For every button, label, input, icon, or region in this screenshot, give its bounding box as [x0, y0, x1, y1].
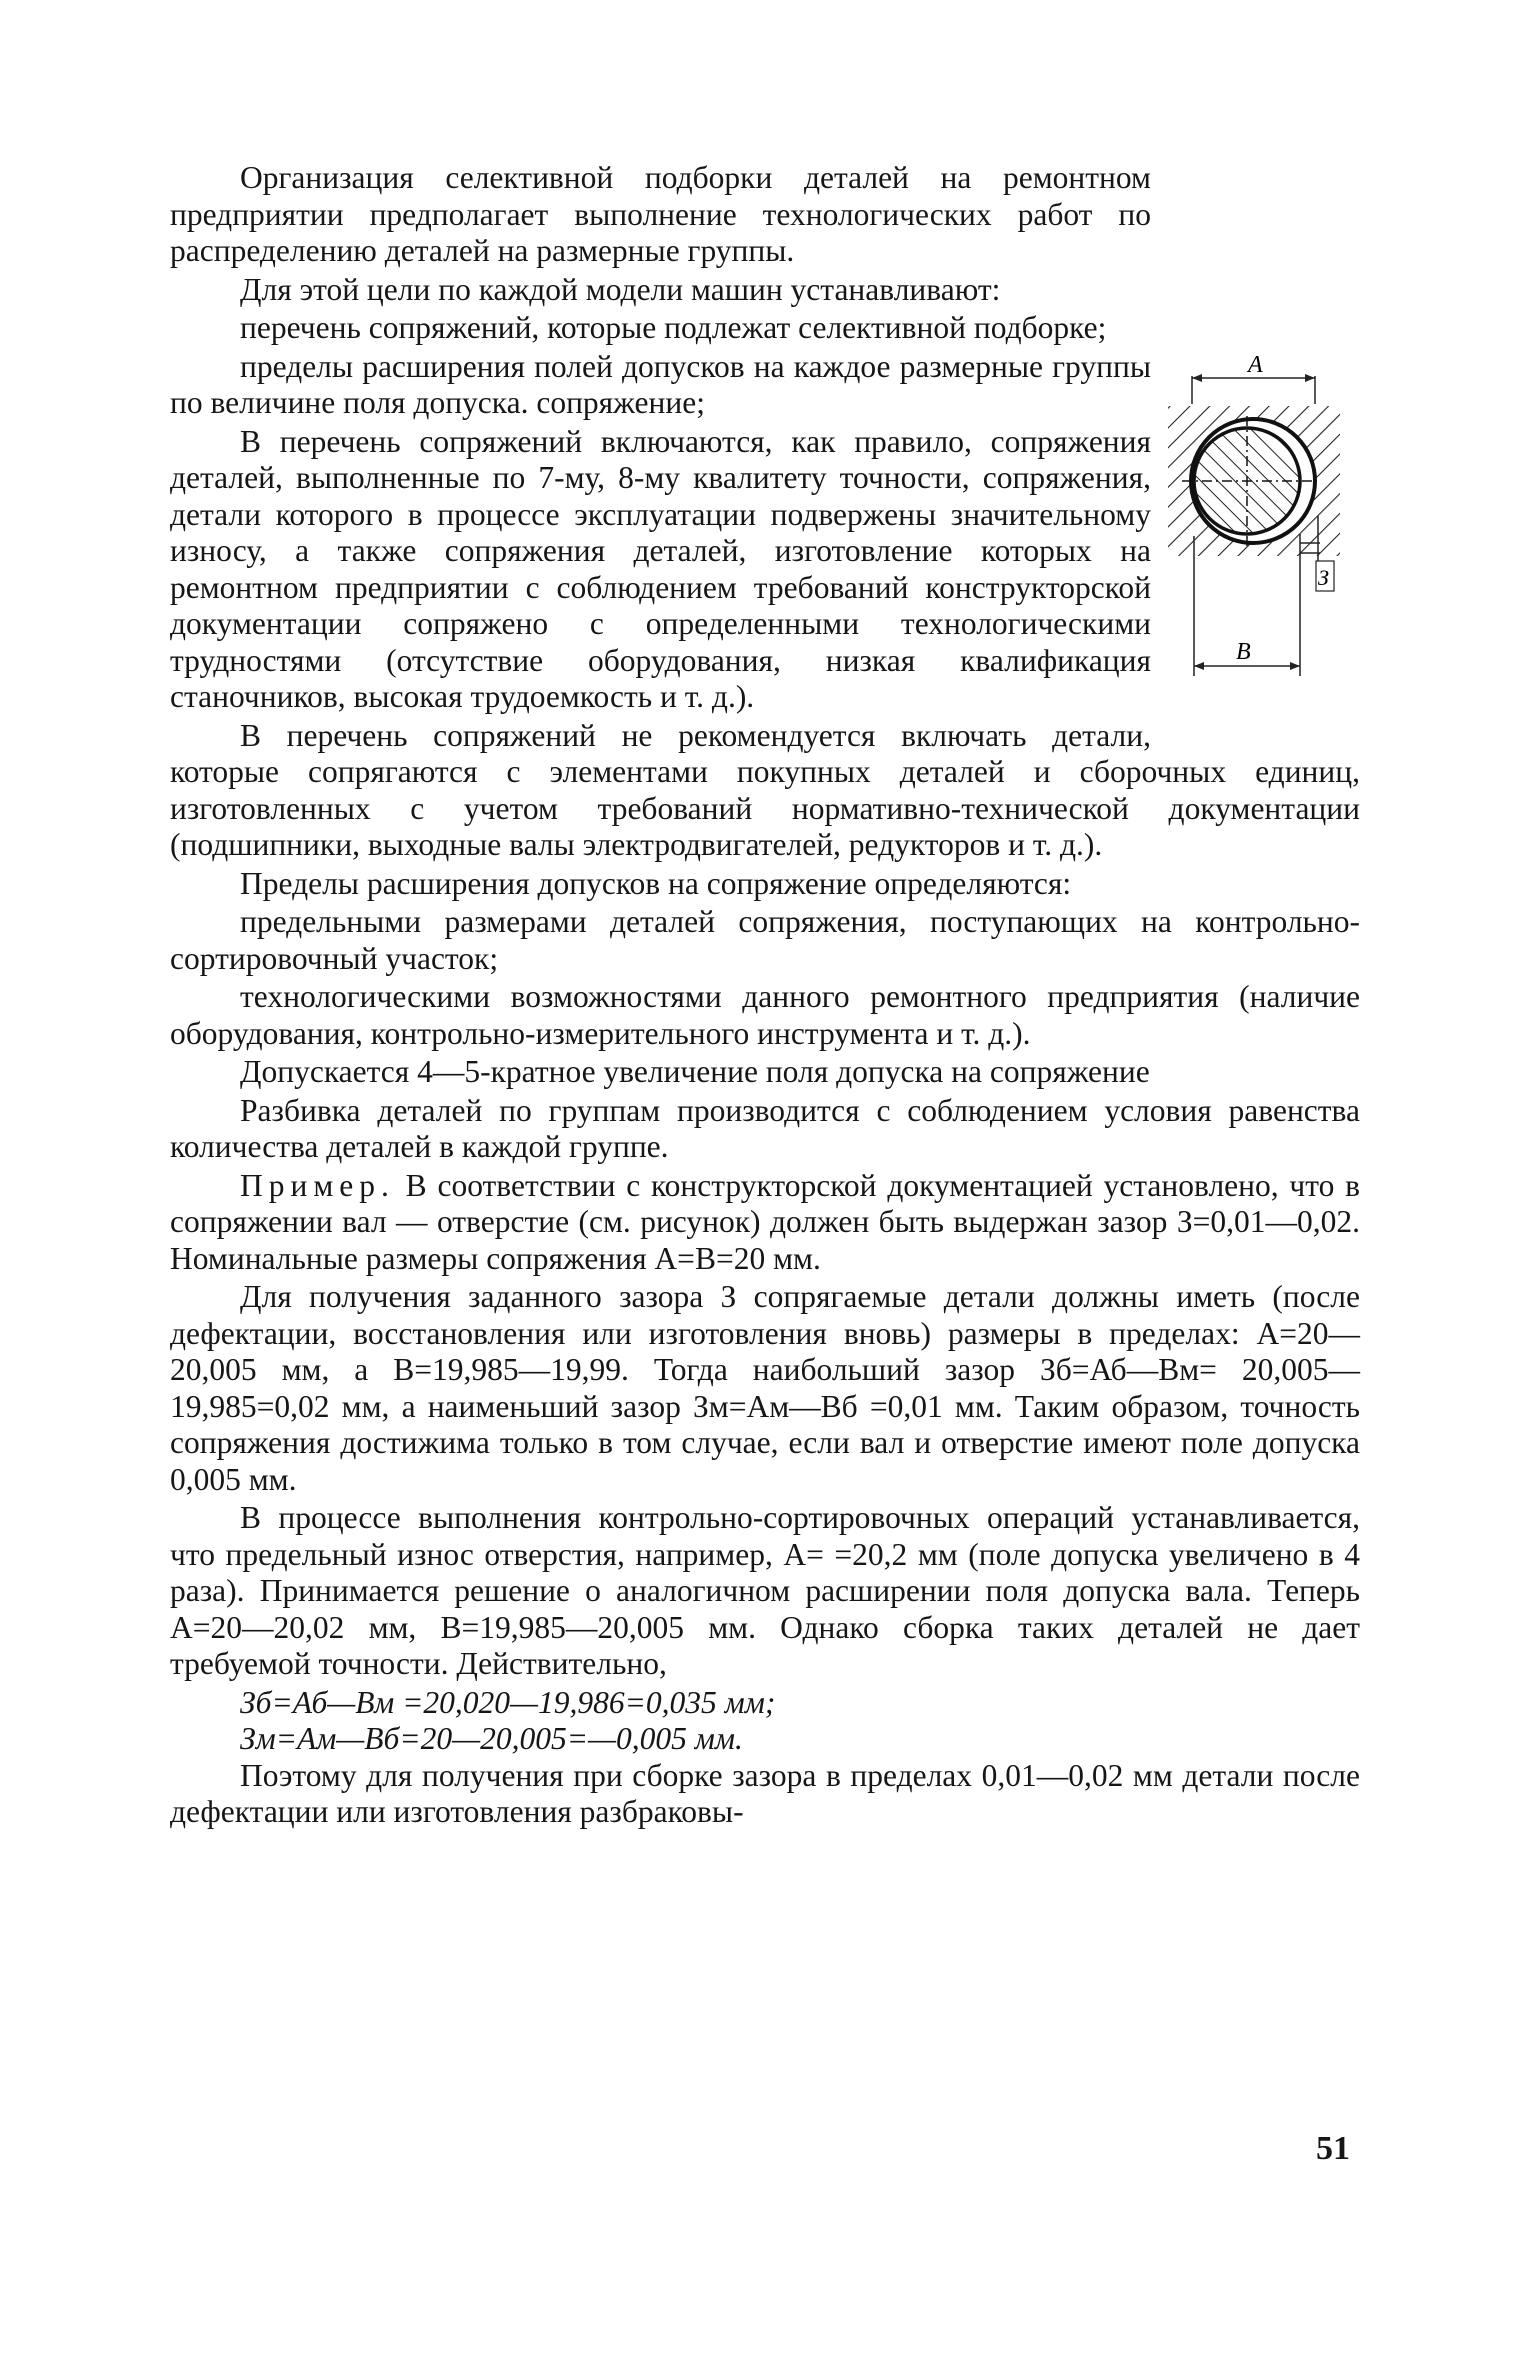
formula-max-gap: Зб=Аб—Вм =20,020—19,986=0,035 мм; [240, 1684, 776, 1720]
paragraph: пределы расширения полей допусков на каждое размерные группы по величине поля допуска. сопряжение; [170, 348, 1151, 420]
paragraph: Для этой цели по каждой модели машин устанавливают: [240, 271, 1001, 307]
page-number: 51 [1316, 2130, 1350, 2167]
paragraph: Разбивка деталей по группам производится с соблюдением условия равенства количества деталей в каждой группе. [170, 1092, 1360, 1164]
dimension-b-label: В [1236, 639, 1251, 665]
paragraph: технологическими возможностями данного ремонтного предприятия (наличие оборудования, контрольно-измерительного инструмента и т. д.). [170, 979, 1360, 1051]
paragraph: В перечень сопряжений включаются, как правило, сопряжения деталей, выполненные по 7-му, 8-му квалитету точности, сопряжения, детали которого в процессе эксплуатации подвержены значительному износу, а также сопряжения деталей, изготовление которых на ремонтном предприятии с соблюдением требований конструкторской документации сопряжено с определенными технологическими трудностями (отсутствие оборудования, низкая квалификация станочников, высокая трудоемкость и т. д.). [170, 423, 1151, 714]
paragraph: Пределы расширения допусков на сопряжение определяются: [240, 865, 1072, 901]
paragraph: Организация селективной подборки деталей на ремонтном предприятии предполагает выполнение технологических работ по распределению деталей на размерные группы. [170, 160, 1151, 268]
formula-min-gap: Зм=Ам—Вб=20—20,005=—0,005 мм. [240, 1721, 743, 1756]
paragraph: Для получения заданного зазора З сопрягаемые детали должны иметь (после дефектации, восстановления или изготовления вновь) размеры в пределах: А=20—20,005 мм, а В=19,985—19,99. Тогда наибольший зазор Зб=Аб—Вм= 20,005—19,985=0,02 мм, а наименьший зазор Зм=Ам—Вб =0,01 мм. Таким образом, точность сопряжения достижима только в том случае, если вал и отверстие имеют поле допуска 0,005 мм. [170, 1279, 1360, 1497]
gap-z-label: З [1318, 565, 1329, 590]
example-label: Пример. [240, 1167, 395, 1203]
example-text: В соответствии с конструкторской документацией установлено, что в сопряжении вал — отверстие (см. рисунок) должен быть выдержан зазор З=0,01—0,02. Номинальные размеры сопряжения А=В=20 мм. [170, 1167, 1360, 1276]
paragraph: предельными размерами деталей сопряжения, поступающих на контрольно-сортировочный участок; [170, 904, 1360, 976]
figure-spacer [1175, 360, 1360, 730]
paragraph: В перечень сопряжений не рекомендуется включать детали, которые сопрягаются с элементами покупных деталей и сборочных единиц, изготовленных с учетом требований нормативно-технической документации (подшипники, выходные валы электродвигателей, редукторов и т. д.). [170, 717, 1360, 862]
body-text [170, 160, 1360, 1833]
paragraph: Поэтому для получения при сборке зазора в пределах 0,01—0,02 мм детали после дефектации или изготовления разбраковы- [170, 1757, 1360, 1829]
paragraph: Допускается 4—5-кратное увеличение поля допуска на сопряжение [240, 1054, 1150, 1089]
paragraph: В процессе выполнения контрольно-сортировочных операций устанавливается, что предельный износ отверстия, например, А= =20,2 мм (поле допуска увеличено в 4 раза). Принимается решение о аналогичном расширении поля допуска вала. Теперь А=20—20,02 мм, В=19,985—20,005 мм. Однако сборка таких деталей не дает требуемой точности. Действительно, [170, 1500, 1360, 1681]
paragraph: перечень сопряжений, которые подлежат селективной подборке; [240, 310, 1107, 345]
dimension-a-label: А [1248, 356, 1263, 378]
example-paragraph [170, 1168, 1360, 1278]
